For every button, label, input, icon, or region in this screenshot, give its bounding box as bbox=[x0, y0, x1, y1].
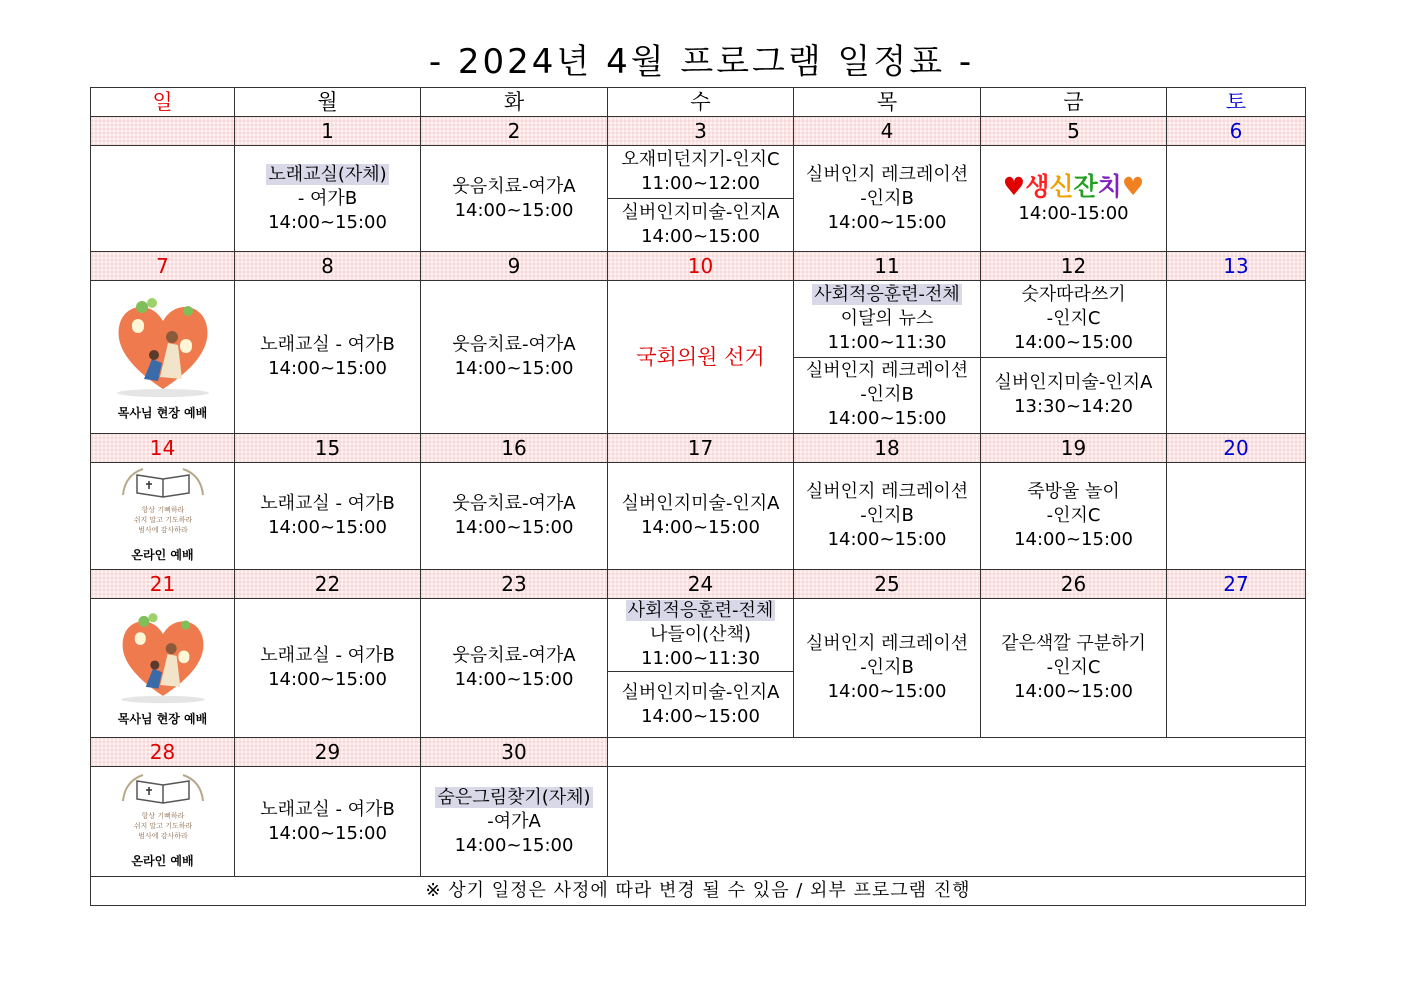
empty-cell bbox=[91, 146, 235, 252]
verse-line: 쉬지 말고 기도하라 bbox=[133, 516, 192, 524]
event-time: 11:00~11:30 bbox=[827, 331, 947, 353]
verse-line: 범사에 감사하라 bbox=[137, 526, 188, 534]
event-time: 14:00~15:00 bbox=[268, 517, 387, 538]
date-cell: 17 bbox=[608, 434, 794, 463]
event-time: 11:00~12:00 bbox=[641, 173, 760, 194]
date-cell: 30 bbox=[421, 738, 608, 767]
date-cell: 12 bbox=[981, 252, 1167, 281]
event-cell bbox=[608, 463, 794, 570]
event-time: 14:00~15:00 bbox=[641, 705, 760, 727]
event-cell-split bbox=[608, 146, 794, 252]
event-line: 실버인지미술-인지A bbox=[994, 372, 1153, 394]
event-time: 14:00~15:00 bbox=[268, 211, 387, 233]
event-line: 노래교실 - 여가B bbox=[260, 798, 395, 820]
event-line: 숫자따라쓰기 bbox=[1021, 283, 1126, 305]
event-cell bbox=[235, 599, 421, 738]
event-line: 실버인지미술-인지A bbox=[621, 681, 780, 703]
weekday-sat: 토 bbox=[1167, 88, 1306, 117]
heart-icon: ♥ bbox=[1121, 171, 1145, 201]
event-time: 14:00~15:00 bbox=[454, 669, 574, 690]
event-line: 웃음치료-여가A bbox=[452, 334, 576, 355]
date-cell: 26 bbox=[981, 570, 1167, 599]
event-line: 실버인지미술-인지A bbox=[621, 202, 780, 223]
event-time: 14:00-15:00 bbox=[1018, 202, 1129, 224]
schedule-table bbox=[90, 87, 1306, 906]
date-cell: 9 bbox=[421, 252, 608, 281]
date-cell: 20 bbox=[1167, 434, 1306, 463]
election-label: 국회의원 선거 bbox=[636, 345, 765, 369]
event-line: -인지C bbox=[1046, 505, 1101, 526]
event-cell bbox=[421, 599, 608, 738]
event-time: 14:00~15:00 bbox=[454, 517, 574, 538]
verse-line: 범사에 감사하라 bbox=[137, 831, 188, 840]
date-cell: 6 bbox=[1167, 117, 1306, 146]
event-line: 웃음치료-여가A bbox=[452, 175, 576, 197]
event-line: 오재미던지기-인지C bbox=[621, 149, 780, 170]
birthday-char: 치 bbox=[1097, 171, 1122, 201]
event-time: 14:00~15:00 bbox=[268, 822, 387, 844]
event-time: 14:00~15:00 bbox=[454, 834, 574, 856]
event-line: 웃음치료-여가A bbox=[452, 493, 576, 514]
event-time: 11:00~11:30 bbox=[641, 648, 760, 669]
date-cell: 23 bbox=[421, 570, 608, 599]
worship-caption: 목사님 현장 예배 bbox=[117, 406, 208, 420]
date-cell: 4 bbox=[794, 117, 981, 146]
heart-worship-icon bbox=[108, 605, 218, 705]
event-highlight: 사회적응훈련-전체 bbox=[814, 283, 960, 305]
date-row bbox=[91, 738, 1306, 767]
event-time: 14:00~15:00 bbox=[641, 517, 760, 538]
event-cell bbox=[235, 463, 421, 570]
weekday-mon: 월 bbox=[235, 88, 421, 117]
online-worship-caption: 온라인 예배 bbox=[131, 548, 194, 562]
event-time: 14:00~15:00 bbox=[268, 669, 387, 690]
date-cell bbox=[91, 117, 235, 146]
election-cell bbox=[608, 281, 794, 434]
weekday-wed: 수 bbox=[608, 88, 794, 117]
event-time: 14:00~15:00 bbox=[1014, 331, 1133, 353]
date-cell: 11 bbox=[794, 252, 981, 281]
online-worship-cell bbox=[91, 767, 235, 877]
date-cell: 3 bbox=[608, 117, 794, 146]
bible-online-icon bbox=[113, 771, 213, 847]
date-cell: 8 bbox=[235, 252, 421, 281]
event-cell-split bbox=[794, 281, 981, 434]
verse-line: 항상 기뻐하라 bbox=[141, 506, 184, 514]
birthday-char: 잔 bbox=[1073, 171, 1098, 201]
weekday-fri: 금 bbox=[981, 88, 1167, 117]
event-cell bbox=[794, 463, 981, 570]
event-highlight: 숨은그림찾기(자체) bbox=[437, 786, 591, 808]
worship-caption: 목사님 현장 예배 bbox=[117, 712, 208, 726]
event-time: 14:00~15:00 bbox=[827, 408, 947, 430]
event-cell bbox=[981, 599, 1167, 738]
empty-span-cell bbox=[608, 767, 1306, 877]
date-cell: 16 bbox=[421, 434, 608, 463]
date-row bbox=[91, 117, 1306, 146]
event-line: 노래교실 - 여가B bbox=[260, 493, 395, 514]
date-cell: 29 bbox=[235, 738, 421, 767]
event-highlight: 노래교실(자체) bbox=[268, 163, 387, 185]
event-line: -인지B bbox=[860, 187, 914, 209]
event-cell bbox=[421, 463, 608, 570]
event-line: 실버인지 레크레이션 bbox=[805, 163, 969, 185]
event-cell-split bbox=[981, 281, 1167, 434]
online-worship-caption: 온라인 예배 bbox=[131, 853, 194, 868]
date-cell: 2 bbox=[421, 117, 608, 146]
event-row bbox=[91, 767, 1306, 877]
empty-date-span bbox=[608, 738, 1306, 767]
date-cell: 24 bbox=[608, 570, 794, 599]
event-line: -인지C bbox=[1046, 657, 1101, 678]
event-line: 실버인지 레크레이션 bbox=[805, 360, 969, 382]
date-cell: 7 bbox=[91, 252, 235, 281]
birthday-cell bbox=[981, 146, 1167, 252]
date-cell: 25 bbox=[794, 570, 981, 599]
event-line: -여가A bbox=[487, 810, 541, 832]
weekday-thu: 목 bbox=[794, 88, 981, 117]
event-line: 실버인지미술-인지A bbox=[621, 493, 780, 514]
event-line: -인지B bbox=[860, 505, 914, 526]
event-line: 죽방울 놀이 bbox=[1027, 481, 1120, 502]
event-line: 웃음치료-여가A bbox=[452, 645, 576, 666]
event-line: -인지C bbox=[1046, 307, 1101, 329]
date-cell: 5 bbox=[981, 117, 1167, 146]
event-cell bbox=[794, 146, 981, 252]
event-line: 실버인지 레크레이션 bbox=[805, 481, 969, 502]
event-time: 14:00~15:00 bbox=[454, 199, 574, 221]
heart-worship-icon bbox=[108, 289, 218, 399]
event-line: - 여가B bbox=[297, 187, 358, 209]
event-highlight: 사회적응훈련-전체 bbox=[627, 600, 774, 621]
event-cell bbox=[794, 599, 981, 738]
event-time: 14:00~15:00 bbox=[454, 358, 574, 379]
event-line: -인지B bbox=[860, 657, 914, 678]
birthday-char: 생 bbox=[1025, 171, 1050, 201]
event-row bbox=[91, 281, 1306, 434]
birthday-char: 신 bbox=[1049, 171, 1074, 201]
event-line: 이달의 뉴스 bbox=[840, 307, 934, 329]
empty-cell bbox=[1167, 146, 1306, 252]
empty-cell bbox=[1167, 463, 1306, 570]
event-time: 14:00~15:00 bbox=[1014, 529, 1133, 550]
weekday-tue: 화 bbox=[421, 88, 608, 117]
event-time: 14:00~15:00 bbox=[268, 358, 387, 379]
event-time: 14:00~15:00 bbox=[827, 211, 947, 233]
date-row bbox=[91, 434, 1306, 463]
event-cell bbox=[421, 281, 608, 434]
date-cell: 28 bbox=[91, 738, 235, 767]
event-line: 같은색깔 구분하기 bbox=[1001, 633, 1146, 654]
worship-cell bbox=[91, 599, 235, 738]
weekday-header-row bbox=[91, 88, 1306, 117]
verse-line: 항상 기뻐하라 bbox=[141, 811, 184, 820]
date-cell: 22 bbox=[235, 570, 421, 599]
online-worship-cell bbox=[91, 463, 235, 570]
event-line: -인지B bbox=[860, 384, 914, 406]
date-row bbox=[91, 570, 1306, 599]
event-line: 노래교실 - 여가B bbox=[260, 334, 395, 355]
event-row bbox=[91, 463, 1306, 570]
notice-text: ※ 상기 일정은 사정에 따라 변경 될 수 있음 / 외부 프로그램 진행 bbox=[91, 877, 1306, 906]
event-line: 노래교실 - 여가B bbox=[260, 645, 395, 666]
event-time: 14:00~15:00 bbox=[1014, 681, 1133, 702]
verse-line: 쉬지 말고 기도하라 bbox=[133, 821, 192, 830]
event-line: 나들이(산책) bbox=[650, 624, 751, 645]
event-time: 14:00~15:00 bbox=[827, 681, 947, 702]
date-cell: 19 bbox=[981, 434, 1167, 463]
event-cell-split bbox=[608, 599, 794, 738]
event-time: 14:00~15:00 bbox=[641, 226, 760, 247]
worship-cell bbox=[91, 281, 235, 434]
event-line: 실버인지 레크레이션 bbox=[805, 633, 969, 654]
event-cell bbox=[421, 767, 608, 877]
event-cell bbox=[235, 281, 421, 434]
event-cell bbox=[421, 146, 608, 252]
empty-cell bbox=[1167, 281, 1306, 434]
event-time: 14:00~15:00 bbox=[827, 529, 947, 550]
heart-icon: ♥ bbox=[1002, 171, 1026, 201]
event-cell bbox=[235, 146, 421, 252]
date-cell: 21 bbox=[91, 570, 235, 599]
date-cell: 14 bbox=[91, 434, 235, 463]
date-cell: 13 bbox=[1167, 252, 1306, 281]
weekday-sun: 일 bbox=[91, 88, 235, 117]
bible-online-icon bbox=[113, 465, 213, 541]
date-cell: 10 bbox=[608, 252, 794, 281]
event-time: 13:30~14:20 bbox=[1014, 396, 1133, 418]
date-cell: 1 bbox=[235, 117, 421, 146]
event-cell bbox=[981, 463, 1167, 570]
date-cell: 27 bbox=[1167, 570, 1306, 599]
event-cell bbox=[235, 767, 421, 877]
event-row bbox=[91, 599, 1306, 738]
date-cell: 15 bbox=[235, 434, 421, 463]
event-row bbox=[91, 146, 1306, 252]
page-title: - 2024년 4월 프로그램 일정표 - bbox=[428, 42, 975, 82]
empty-cell bbox=[1167, 599, 1306, 738]
date-cell: 18 bbox=[794, 434, 981, 463]
date-row bbox=[91, 252, 1306, 281]
notice-row bbox=[91, 877, 1306, 906]
